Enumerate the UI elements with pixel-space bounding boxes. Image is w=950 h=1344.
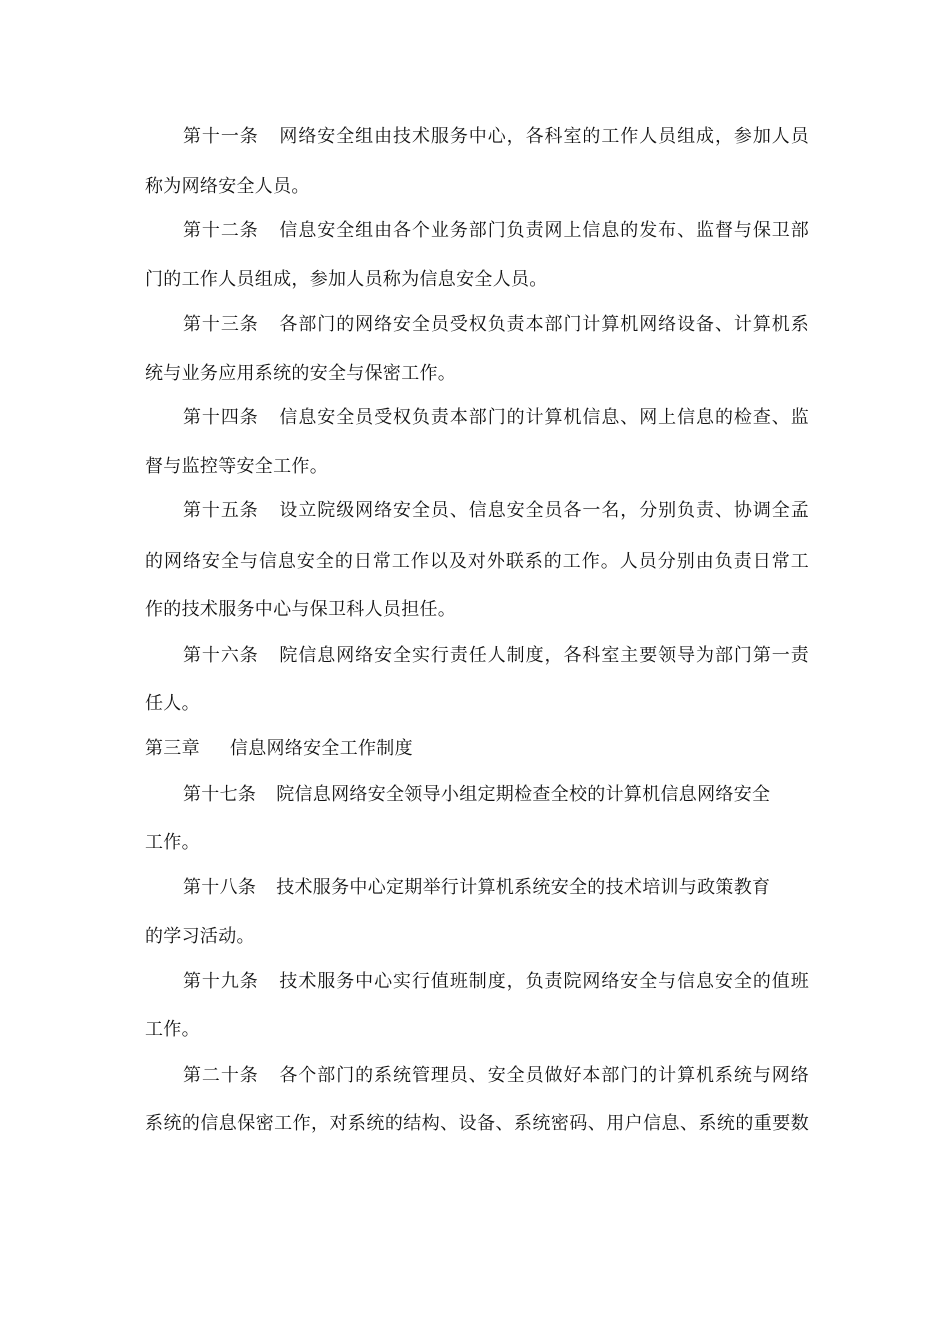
article-number: 第十六条	[183, 645, 259, 666]
article-15-line-1	[183, 499, 809, 523]
article-text: 各个部门的系统管理员、安全员做好本部门的计算机系统与网络	[278, 1065, 809, 1086]
article-number: 第二十条	[183, 1065, 259, 1086]
article-text: 各部门的网络安全员受权负责本部门计算机网络设备、计算机系	[278, 314, 809, 335]
article-19-line-2: 工作。	[145, 1019, 200, 1040]
article-17-line-1	[183, 783, 809, 807]
article-14-line-2: 督与监控等安全工作。	[145, 456, 328, 477]
article-20-line-2: 系统的信息保密工作，对系统的结构、设备、系统密码、用户信息、系统的重要数	[145, 1113, 809, 1134]
article-11-line-2: 称为网络安全人员。	[145, 176, 310, 197]
article-text: 技术服务中心定期举行计算机系统安全的技术培训与政策教育	[276, 877, 771, 898]
article-number: 第十五条	[183, 500, 259, 521]
article-11-line-1	[183, 125, 809, 149]
article-number: 第十四条	[183, 407, 259, 428]
article-number: 第十二条	[183, 220, 259, 241]
article-number: 第十八条	[183, 877, 257, 898]
article-12-line-1	[183, 219, 809, 243]
article-18-line-2: 的学习活动。	[145, 926, 255, 947]
article-17-line-2: 工作。	[145, 832, 200, 853]
article-13-line-2: 统与业务应用系统的安全与保密工作。	[145, 363, 457, 384]
article-15-line-2: 的网络安全与信息安全的日常工作以及对外联系的工作。人员分别由负责日常工	[145, 551, 809, 572]
article-text: 信息安全员受权负责本部门的计算机信息、网上信息的检查、监	[278, 407, 809, 428]
article-12-line-2: 门的工作人员组成，参加人员称为信息安全人员。	[145, 269, 548, 290]
article-20-line-1	[183, 1064, 809, 1088]
article-text: 信息安全组由各个业务部门负责网上信息的发布、监督与保卫部	[278, 220, 809, 241]
article-number: 第十九条	[183, 971, 259, 992]
article-text: 院信息网络安全实行责任人制度，各科室主要领导为部门第一责	[278, 645, 809, 666]
article-16-line-2: 任人。	[145, 693, 200, 714]
article-text: 院信息网络安全领导小组定期检查全校的计算机信息网络安全	[276, 784, 771, 805]
article-19-line-1	[183, 970, 809, 994]
chapter-title: 信息网络安全工作制度	[229, 738, 413, 759]
article-text: 技术服务中心实行值班制度，负责院网络安全与信息安全的值班	[278, 971, 809, 992]
article-13-line-1	[183, 313, 809, 337]
article-number: 第十一条	[183, 126, 259, 147]
article-15-line-3: 作的技术服务中心与保卫科人员担任。	[145, 599, 457, 620]
article-14-line-1	[183, 406, 809, 430]
article-18-line-1	[183, 876, 809, 900]
chapter-heading	[145, 737, 809, 761]
chapter-number: 第三章	[145, 738, 200, 759]
article-number: 第十三条	[183, 314, 259, 335]
article-number: 第十七条	[183, 784, 257, 805]
article-text: 设立院级网络安全员、信息安全员各一名，分别负责、协调全孟	[278, 500, 809, 521]
article-16-line-1	[183, 644, 809, 668]
article-text: 网络安全组由技术服务中心，各科室的工作人员组成，参加人员	[278, 126, 809, 147]
